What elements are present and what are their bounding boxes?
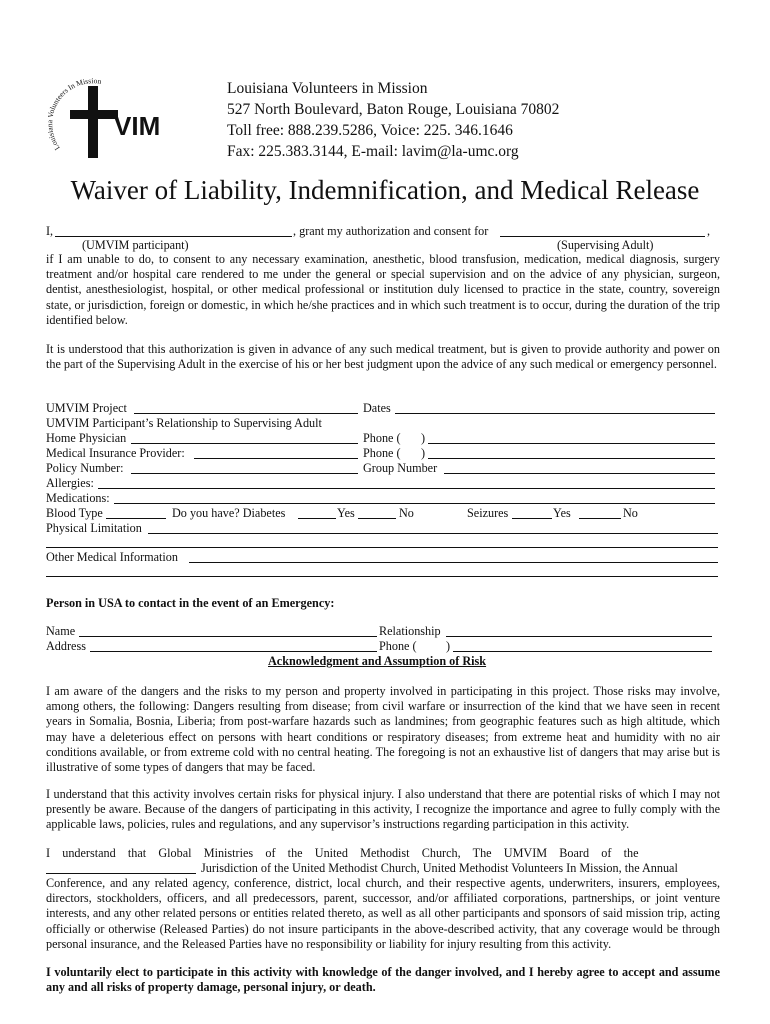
consent-paragraph-1: if I am unable to do, to consent to any necessary examination, anesthetic, blood transfusion, medication, medical diagnosis, surgery treatment and/or hospital care rendered to me under the general or special supervision and on the advice of any physician, surgeon, dentist, anesthesiologist, hospital, or other medical professional or institution duly licensed to practice in the state, country, sovereign state, or jurisdiction, foreign or domestic, in which he/she practices and in which such treatment is to occur, during the duration of the trip identified below.	[46, 252, 720, 327]
org-phones: Toll free: 888.239.5286, Voice: 225. 346.1646	[227, 122, 513, 139]
seizures-no-field[interactable]	[579, 518, 621, 519]
organization-logo	[48, 78, 178, 168]
insurance-label: Medical Insurance Provider:	[46, 446, 185, 460]
insurance-field[interactable]	[194, 458, 358, 459]
diabetes-no-label: No	[399, 506, 414, 520]
adult-caption: (Supervising Adult)	[557, 238, 654, 252]
medications-label: Medications:	[46, 491, 110, 505]
physician-field[interactable]	[131, 443, 358, 444]
emergency-relationship-field[interactable]	[446, 636, 712, 637]
emergency-phone-label: Phone (	[379, 639, 417, 653]
consent-comma: ,	[707, 224, 711, 238]
emergency-address-field[interactable]	[90, 651, 377, 652]
participant-caption: (UMVIM participant)	[82, 238, 189, 252]
physician-phone-field[interactable]	[428, 443, 715, 444]
risk-paragraph-3-line2: Jurisdiction of the United Methodist Church, United Methodist Volunteers In Mission, the Annual	[201, 861, 678, 875]
project-label: UMVIM Project	[46, 401, 127, 415]
org-fax-email: Fax: 225.383.3144, E-mail: lavim@la-umc.org	[227, 143, 519, 160]
seizures-yes-field[interactable]	[512, 518, 552, 519]
risk-heading: Acknowledgment and Assumption of Risk	[268, 654, 487, 668]
insurance-phone-label: Phone (	[363, 446, 401, 460]
diabetes-no-field[interactable]	[358, 518, 396, 519]
project-field[interactable]	[134, 413, 358, 414]
seizures-label: Seizures	[467, 506, 509, 520]
medications-field[interactable]	[114, 503, 715, 504]
consent-i: I,	[46, 224, 54, 238]
policy-label: Policy Number:	[46, 461, 124, 475]
limitation-field-2[interactable]	[46, 547, 718, 548]
limitation-label: Physical Limitation	[46, 521, 142, 535]
risk-paragraph-3-line1: I understand that Global Ministries of the United Methodist Church, The UMVIM Board of the	[46, 846, 639, 860]
logo-ring-text: Loui lunteers In Mission	[48, 78, 102, 152]
physician-label: Home Physician	[46, 431, 127, 445]
consent-grant-text: , grant my authorization and consent for	[293, 224, 489, 238]
consent-paragraph-2: It is understood that this authorization is given in advance of any such medical treatment, but is given to provide authority and power on the part of the Supervising Adult in the exercise of his or her best judgment upon the advice of any such medical or emergency personnel.	[46, 342, 720, 372]
emergency-name-field[interactable]	[79, 636, 377, 637]
group-field[interactable]	[444, 473, 715, 474]
diabetes-yes-field[interactable]	[298, 518, 336, 519]
diabetes-yes-label: Yes	[337, 506, 355, 520]
allergies-label: Allergies:	[46, 476, 94, 490]
dates-label: Dates	[363, 401, 391, 415]
cross-vertical	[88, 86, 98, 158]
emergency-phone-field[interactable]	[453, 651, 712, 652]
policy-field[interactable]	[131, 473, 358, 474]
emergency-phone-paren: )	[446, 639, 451, 653]
cross-horizontal	[70, 110, 118, 119]
blood-type-label: Blood Type	[46, 506, 103, 520]
supervising-adult-field[interactable]	[500, 236, 705, 237]
logo-vim-text: VIM	[114, 111, 161, 141]
participant-name-field[interactable]	[55, 236, 292, 237]
group-label: Group Number	[363, 461, 438, 475]
closing-statement: I voluntarily elect to participate in this activity with knowledge of the danger involved, and I hereby agree to accept and assume any and all risks of property damage, personal injury, or death.	[46, 965, 720, 995]
seizures-no-label: No	[623, 506, 638, 520]
insurance-phone-field[interactable]	[428, 458, 715, 459]
risk-paragraph-3-body: Conference, and any related agency, conference, district, local church, and their respective agents, underwriters, insurers, employees, directors, stockholders, officers, and all predecessors, parent, successor, and/or affiliated corporations, partnerships, or joint venture interests, and any other related persons or entities related thereto, as well as all other participants and sponsors of said mission trip, acting officially or otherwise (Released Parties) do not insure participants in the above-described activity, that any coverage would be through personal insurance, and the Released Parties have no responsibility or liability for injury resulting from this activity.	[46, 876, 720, 951]
allergies-field[interactable]	[98, 488, 715, 489]
relationship-label: UMVIM Participant’s Relationship to Supervising Adult	[46, 416, 322, 430]
risk-paragraph-1: I am aware of the dangers and the risks to my person and property involved in participating in this project. Those risks may involve, among others, the following: Dangers resulting from disease; from civil warfare or insurrection of the kind that we have seen in recent years in Somalia, Bosnia, Liberia; from post-warfare hazards such as landmines; from geographic features such as high altitude, which may have a deleterious effect on persons with heart conditions or respiratory diseases; from extreme heat and humidity with no air conditions available, or from extreme cold with no central heating. The foregoing is not an exhaustive list of dangers that may arise but is illustrative of some types of dangers that may be faced.	[46, 684, 720, 775]
emergency-address-label: Address	[46, 639, 86, 653]
emergency-name-label: Name	[46, 624, 76, 638]
org-name: Louisiana Volunteers in Mission	[227, 80, 428, 97]
limitation-field[interactable]	[148, 533, 718, 534]
dates-field[interactable]	[395, 413, 715, 414]
other-medical-label: Other Medical Information	[46, 550, 178, 564]
org-address: 527 North Boulevard, Baton Rouge, Louisiana 70802	[227, 101, 560, 118]
diabetes-label: Do you have? Diabetes	[172, 506, 286, 520]
emergency-heading: Person in USA to contact in the event of an Emergency:	[46, 596, 335, 610]
other-medical-field[interactable]	[189, 562, 718, 563]
jurisdiction-field[interactable]	[46, 873, 196, 874]
physician-phone-paren: )	[421, 431, 426, 445]
seizures-yes-label: Yes	[553, 506, 571, 520]
blood-type-field[interactable]	[106, 518, 166, 519]
other-medical-field-2[interactable]	[46, 576, 718, 577]
insurance-phone-paren: )	[421, 446, 426, 460]
page-title: Waiver of Liability, Indemnification, and Medical Release	[70, 175, 700, 205]
emergency-relationship-label: Relationship	[379, 624, 441, 638]
risk-paragraph-2: I understand that this activity involves certain risks for physical injury. I also understand that there are potential risks of which I may not presently be aware. Because of the dangers of participating in this activity, I recognize the importance and agree to fully comply with the applicable laws, policies, rules and regulations, and any supervisor’s instructions regarding participation in this activity.	[46, 787, 720, 832]
physician-phone-label: Phone (	[363, 431, 401, 445]
